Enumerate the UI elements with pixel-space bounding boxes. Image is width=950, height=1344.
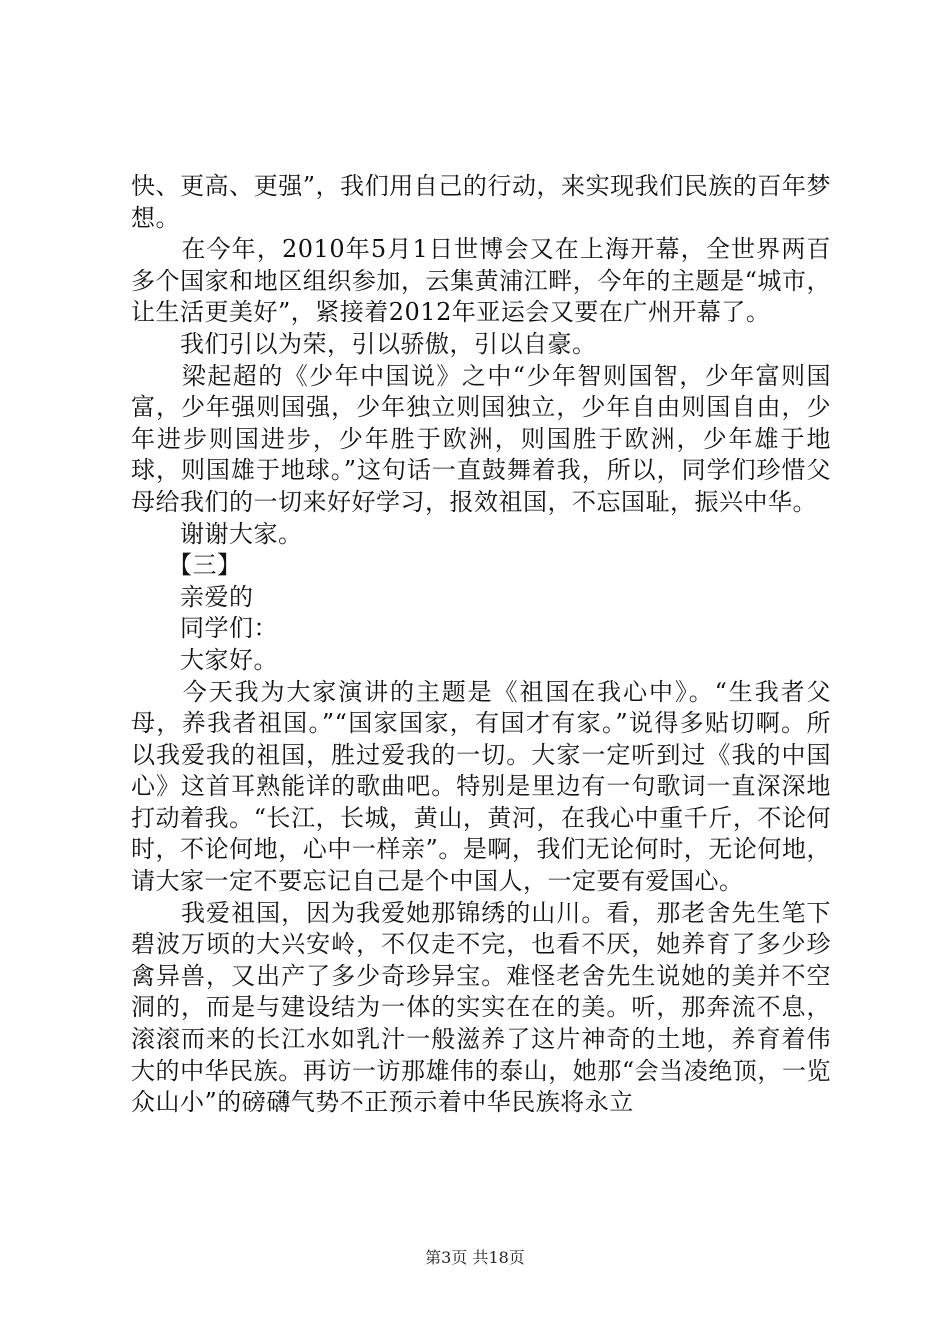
document-body <box>131 171 831 1119</box>
paragraph: 今天我为大家演讲的主题是《祖国在我心中》。“生我者父母，养我者祖国。”“国家国家，有国才有家。”说得多贴切啊。所以我爱我的祖国，胜过爱我的一切。大家一定听到过《我的中国心》这首耳熟能详的歌曲吧。特别是里边有一句歌词一直深深地打动着我。“长江，长城，黄山，黄河，在我心中重千斤，不论何时，不论何地，心中一样亲”。是啊，我们无论何时，无论何地，请大家一定不要忘记自己是个中国人，一定要有爱国心。 <box>131 677 831 896</box>
salutation-line: 亲爱的 <box>131 582 254 611</box>
section-heading: 【三】 <box>131 551 242 580</box>
paragraph: 我们引以为荣，引以骄傲，引以自豪。 <box>131 329 597 358</box>
paragraph: 梁起超的《少年中国说》之中“少年智则国智，少年富则国富，少年强则国强，少年独立则国独立，少年自由则国自由，少年进步则国进步，少年胜于欧洲，则国胜于欧洲，少年雄于地球，则国雄于地球。”这句话一直鼓舞着我，所以，同学们珍惜父母给我们的一切来好好学习，报效祖国，不忘国耻，振兴中华。 <box>131 361 831 516</box>
page-number-label: 第3页 共18页 <box>425 1248 525 1267</box>
paragraph: 我爱祖国，因为我爱她那锦绣的山川。看，那老舍先生笔下碧波万顷的大兴安岭，不仅走不完，也看不厌，她养育了多少珍禽异兽，又出产了多少奇珍异宝。难怪老舍先生说她的美并不空洞的，而是与建设结为一体的实实在在的美。听，那奔流不息，滚滚而来的长江水如乳汁一般滋养了这片神奇的土地，养育着伟大的中华民族。再访一访那雄伟的泰山，她那“会当凌绝顶，一览众山小”的磅礴气势不正预示着中华民族将永立 <box>131 898 831 1117</box>
paragraph: 在今年，2010年5月1日世博会又在上海开幕，全世界两百多个国家和地区组织参加，云集黄浦江畔，今年的主题是“城市，让生活更美好”，紧接着2012年亚运会又要在广州开幕了。 <box>131 235 831 327</box>
paragraph: 谢谢大家。 <box>131 519 303 548</box>
greeting-line: 大家好。 <box>131 645 278 674</box>
salutation-line: 同学们： <box>131 614 278 643</box>
page-footer <box>0 1245 950 1268</box>
paragraph: 快、更高、更强”，我们用自己的行动，来实现我们民族的百年梦想。 <box>131 172 831 232</box>
